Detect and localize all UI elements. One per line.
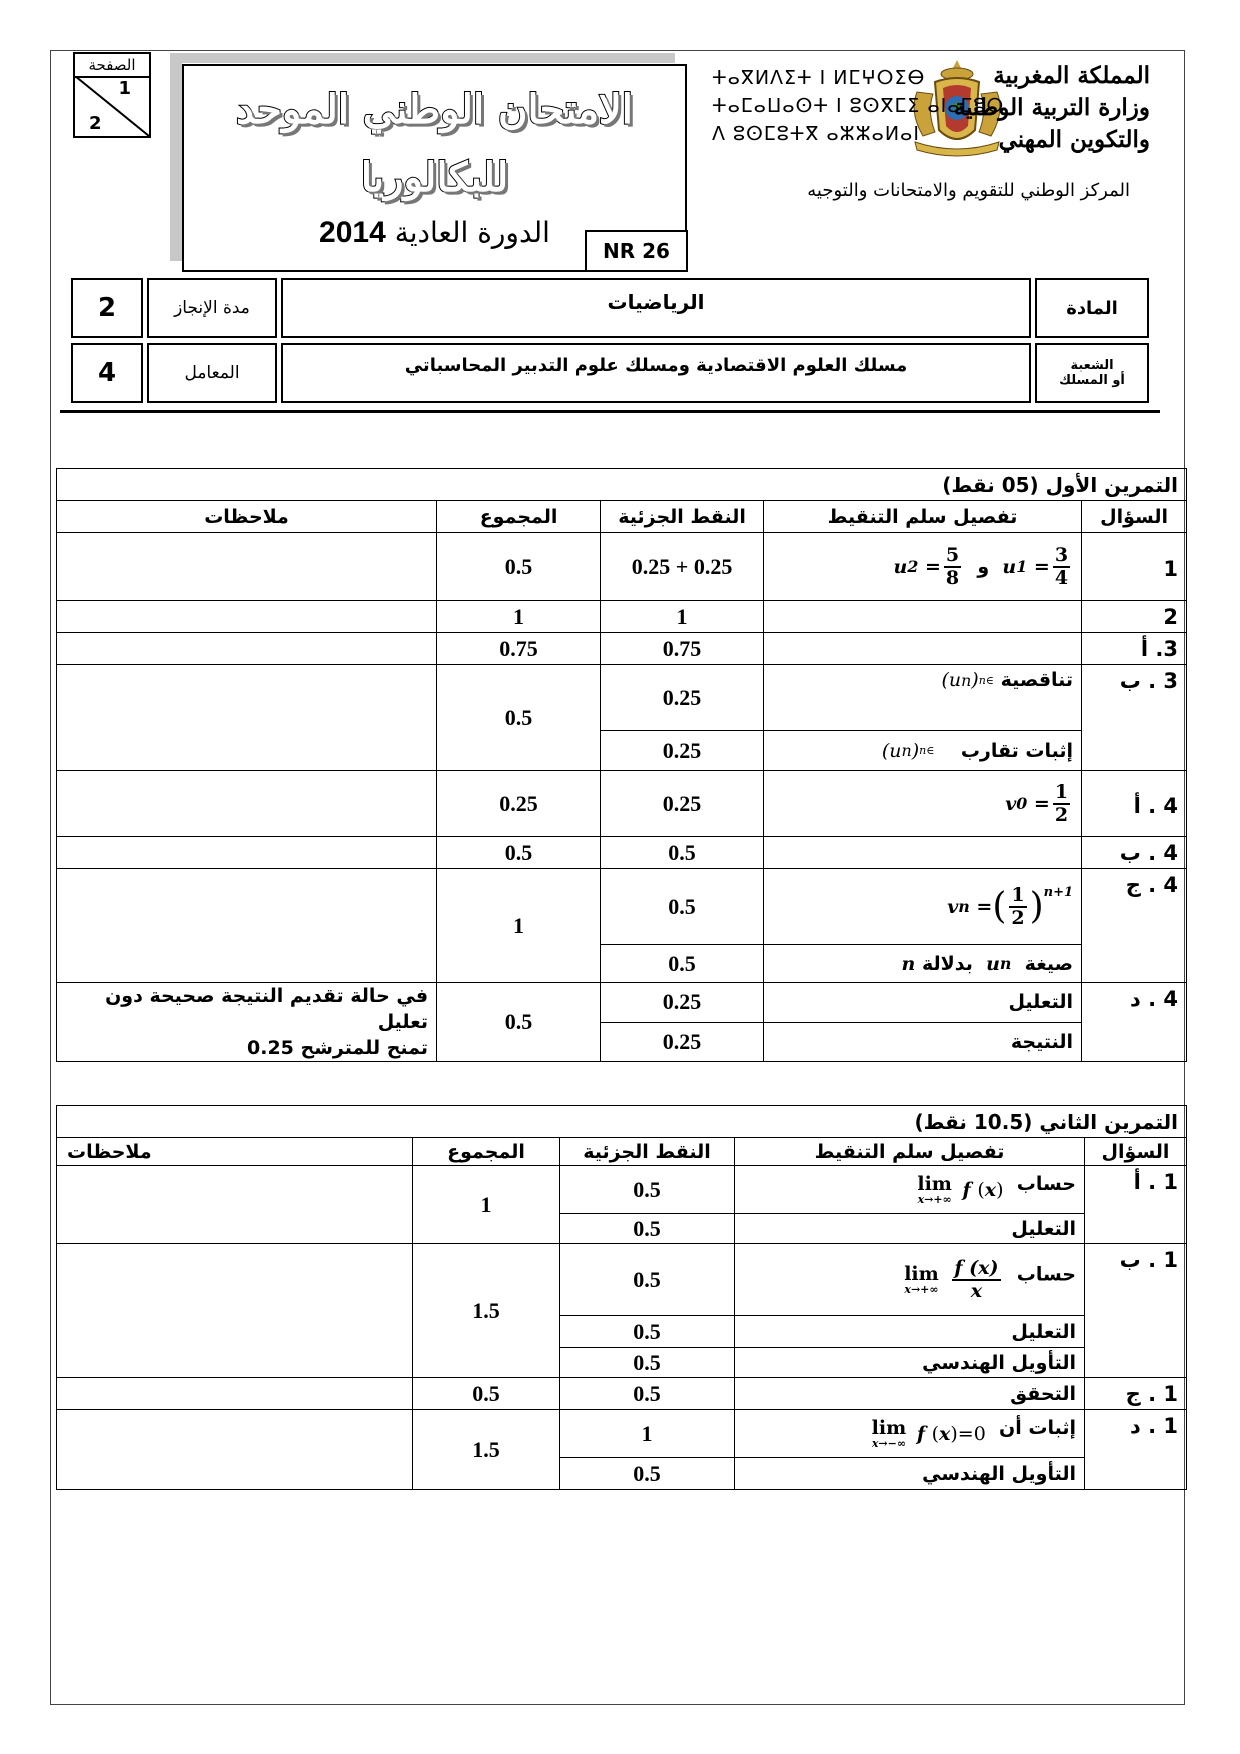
exam-code: NR 26	[585, 230, 688, 272]
question-num: 4 . د	[1082, 983, 1187, 1062]
page-number-box	[73, 52, 151, 138]
table-row	[57, 633, 1187, 665]
notes-cell	[57, 665, 437, 771]
branch-label	[1035, 343, 1149, 403]
partial-score: 0.5	[560, 1348, 735, 1378]
table-row	[57, 665, 1187, 731]
partial-score: 0.5	[601, 869, 764, 945]
exercise1-title: التمرين الأول (05 نقط)	[57, 469, 1187, 501]
detail-cell	[764, 837, 1082, 869]
detail-cell	[764, 771, 1082, 837]
table-row	[57, 837, 1187, 869]
exercise2-table	[56, 1105, 1187, 1490]
col-partial: النقط الجزئية	[560, 1138, 735, 1166]
total-score: 0.5	[413, 1378, 560, 1410]
notes-cell	[57, 533, 437, 601]
exercise2-header-row	[57, 1138, 1187, 1166]
col-total: المجموع	[413, 1138, 560, 1166]
coef-label: المعامل	[147, 343, 277, 403]
formula-lim-f-plus-inf: lim x→+∞ f ( x )	[917, 1173, 1004, 1206]
partial-score: 0.25	[601, 1022, 764, 1062]
formula-un-symbol: u n	[986, 952, 1012, 975]
formula-v0: v 0 = $\frac{1}{2}$	[1005, 780, 1069, 826]
col-notes: ملاحظات	[57, 1138, 413, 1166]
ministry-ar-line2: وزارة التربية الوطنية	[953, 94, 1150, 121]
detail-cell: النتيجة	[764, 1022, 1082, 1062]
ministry-tifinagh	[712, 64, 1004, 148]
partial-score: 0.5	[560, 1244, 735, 1316]
partial-score: 1	[601, 601, 764, 633]
compute-text: حساب	[1016, 1173, 1076, 1195]
partial-score: 0.5	[560, 1316, 735, 1348]
ministry-tf-line2: ⵜⴰⵎⴰⵡⴰⵙⵜ ⵏ ⵓⵙⴳⵎⵉ ⴰⵏⴰⵎⵓⵔ	[712, 95, 1005, 117]
table-row	[57, 601, 1187, 633]
notes-cell	[57, 1244, 413, 1378]
notes-cell	[57, 983, 437, 1062]
partial-score: 0.25	[601, 983, 764, 1023]
table-row	[57, 983, 1187, 1023]
exam-title-line1: الامتحان الوطني الموحد	[236, 86, 633, 133]
branch-label-2: أو المسلك	[1059, 373, 1125, 388]
detail-cell	[764, 633, 1082, 665]
question-num: 1 . أ	[1085, 1166, 1187, 1244]
partial-score: 1	[560, 1410, 735, 1458]
detail-cell	[735, 1410, 1085, 1458]
col-details: تفصيل سلم التنقيط	[764, 501, 1082, 533]
total-score: 0.5	[437, 983, 601, 1062]
col-partial: النقط الجزئية	[601, 501, 764, 533]
question-num: 3. أ	[1082, 633, 1187, 665]
subject-label: المادة	[1035, 278, 1149, 338]
compute-text: حساب	[1016, 1263, 1076, 1285]
formula-lim-fx-over-x: lim x→+∞ $\frac{f (x)}{x}$	[904, 1256, 999, 1302]
notes-cell	[57, 601, 437, 633]
note-line1: في حالة تقديم النتيجة صحيحة دون تعليل	[105, 985, 429, 1033]
decreasing-text: تناقصية	[1000, 669, 1074, 691]
duration-value: 2	[71, 278, 143, 338]
formula-text: صيغة	[1024, 952, 1074, 975]
prove-text: إثبات أن	[999, 1417, 1076, 1439]
partial-score: 0.5	[560, 1378, 735, 1410]
question-num: 2	[1082, 601, 1187, 633]
question-num: 1 . د	[1085, 1410, 1187, 1490]
detail-cell: التعليل	[735, 1316, 1085, 1348]
total-score: 1.5	[413, 1244, 560, 1378]
page-total: 2	[89, 113, 102, 134]
partial-score: 0.25 + 0.25	[601, 533, 764, 601]
table-row	[57, 1244, 1187, 1316]
detail-cell: التحقق	[735, 1378, 1085, 1410]
detail-cell	[764, 601, 1082, 633]
partial-score: 0.25	[601, 731, 764, 771]
detail-cell	[735, 1244, 1085, 1316]
exercise2-title-row	[57, 1106, 1187, 1138]
table-row	[57, 869, 1187, 945]
detail-cell: التعليل	[735, 1214, 1085, 1244]
col-question: السؤال	[1085, 1138, 1187, 1166]
total-score: 1	[437, 601, 601, 633]
ministry-tf-line3: ⴷ ⵓⵙⵎⵓⵜⴳ ⴰⵣⵣⴰⵍⴰⵏ	[712, 123, 920, 145]
table-row	[57, 1410, 1187, 1458]
page-divider-line	[75, 76, 149, 136]
notes-cell	[57, 633, 437, 665]
col-details: تفصيل سلم التنقيط	[735, 1138, 1085, 1166]
question-num: 4 . أ	[1082, 771, 1187, 837]
total-score: 0.5	[437, 837, 601, 869]
table-row	[57, 771, 1187, 837]
detail-cell: التعليل	[764, 983, 1082, 1023]
title-shadow	[170, 53, 675, 63]
ministry-tf-line1: ⵜⴰⴳⵍⴷⵉⵜ ⵏ ⵍⵎⵖⵔⵉⴱ	[712, 67, 926, 89]
formula-u1-u2: u 2 = $\frac{5}{8}$ و u 1 = $\frac{3}{4}$	[893, 543, 1069, 589]
coef-value: 4	[71, 343, 143, 403]
detail-cell	[764, 665, 1082, 731]
session-text: الدورة العادية	[394, 216, 550, 249]
formula-lim-f-minus-inf: lim x→−∞ f ( x )=0	[871, 1417, 986, 1450]
partial-score: 0.5	[601, 945, 764, 983]
question-num: 3 . ب	[1082, 665, 1187, 771]
exam-title-line2: للبكالوريا	[360, 154, 509, 201]
detail-cell: التأويل الهندسي	[735, 1348, 1085, 1378]
formula-un: (u n ) n∈	[881, 739, 935, 762]
total-score: 0.5	[437, 665, 601, 771]
exercise2-title: التمرين الثاني (10.5 نقط)	[57, 1106, 1187, 1138]
partial-score: 0.25	[601, 665, 764, 731]
question-num: 4 . ب	[1082, 837, 1187, 869]
partial-score: 0.75	[601, 633, 764, 665]
in-terms-text: بدلالة	[921, 952, 973, 975]
question-num: 1 . ب	[1085, 1244, 1187, 1378]
ministry-ar-line1: المملكة المغربية	[993, 62, 1150, 89]
question-num: 4 . ج	[1082, 869, 1187, 983]
page-current: 1	[118, 78, 131, 99]
subject-value: الرياضيات	[281, 278, 1031, 338]
formula-vn: v n = ( $\frac{1}{2}$ ) $^{n+1}$	[947, 883, 1074, 929]
total-score: 0.25	[437, 771, 601, 837]
col-notes: ملاحظات	[57, 501, 437, 533]
session-year: 2014	[319, 216, 386, 249]
detail-cell	[764, 869, 1082, 945]
branch-label-1: الشعبة	[1070, 358, 1114, 373]
center-name: المركز الوطني للتقويم والامتحانات والتوجيه	[807, 180, 1130, 201]
question-num: 1 . ج	[1085, 1378, 1187, 1410]
col-question: السؤال	[1082, 501, 1187, 533]
table-row	[57, 1166, 1187, 1214]
convergence-text: إثبات تقارب	[960, 739, 1074, 762]
exercise1-header-row	[57, 501, 1187, 533]
detail-cell: التأويل الهندسي	[735, 1458, 1085, 1490]
partial-score: 0.25	[601, 771, 764, 837]
exercise1-table	[56, 468, 1187, 1062]
total-score: 0.5	[437, 533, 601, 601]
partial-score: 0.5	[560, 1214, 735, 1244]
branch-value: مسلك العلوم الاقتصادية ومسلك علوم التدبير المحاسباتي	[281, 343, 1031, 403]
duration-label: مدة الإنجاز	[147, 278, 277, 338]
detail-cell	[735, 1166, 1085, 1214]
page-label: الصفحة	[75, 54, 149, 78]
exercise1-title-row	[57, 469, 1187, 501]
ministry-ar-line3: والتكوين المهني	[998, 126, 1150, 153]
table-row	[57, 533, 1187, 601]
notes-cell	[57, 869, 437, 983]
detail-cell	[764, 945, 1082, 983]
notes-cell	[57, 1166, 413, 1244]
total-score: 1	[437, 869, 601, 983]
title-shadow	[170, 53, 182, 261]
detail-cell	[764, 533, 1082, 601]
notes-cell	[57, 837, 437, 869]
and-word: و	[977, 555, 990, 578]
question-num: 1	[1082, 533, 1187, 601]
col-total: المجموع	[437, 501, 601, 533]
formula-n: n	[901, 952, 916, 975]
table-row	[57, 1378, 1187, 1410]
note-line2: تمنح للمترشح 0.25	[247, 1037, 429, 1059]
header-divider	[60, 410, 1160, 413]
total-score: 0.75	[437, 633, 601, 665]
detail-cell	[764, 731, 1082, 771]
total-score: 1	[413, 1166, 560, 1244]
exam-info-table	[71, 278, 1149, 408]
formula-un: (u n ) n∈	[941, 669, 994, 691]
total-score: 1.5	[413, 1410, 560, 1490]
partial-score: 0.5	[560, 1458, 735, 1490]
partial-score: 0.5	[560, 1166, 735, 1214]
notes-cell	[57, 771, 437, 837]
notes-cell	[57, 1378, 413, 1410]
partial-score: 0.5	[601, 837, 764, 869]
notes-cell	[57, 1410, 413, 1490]
